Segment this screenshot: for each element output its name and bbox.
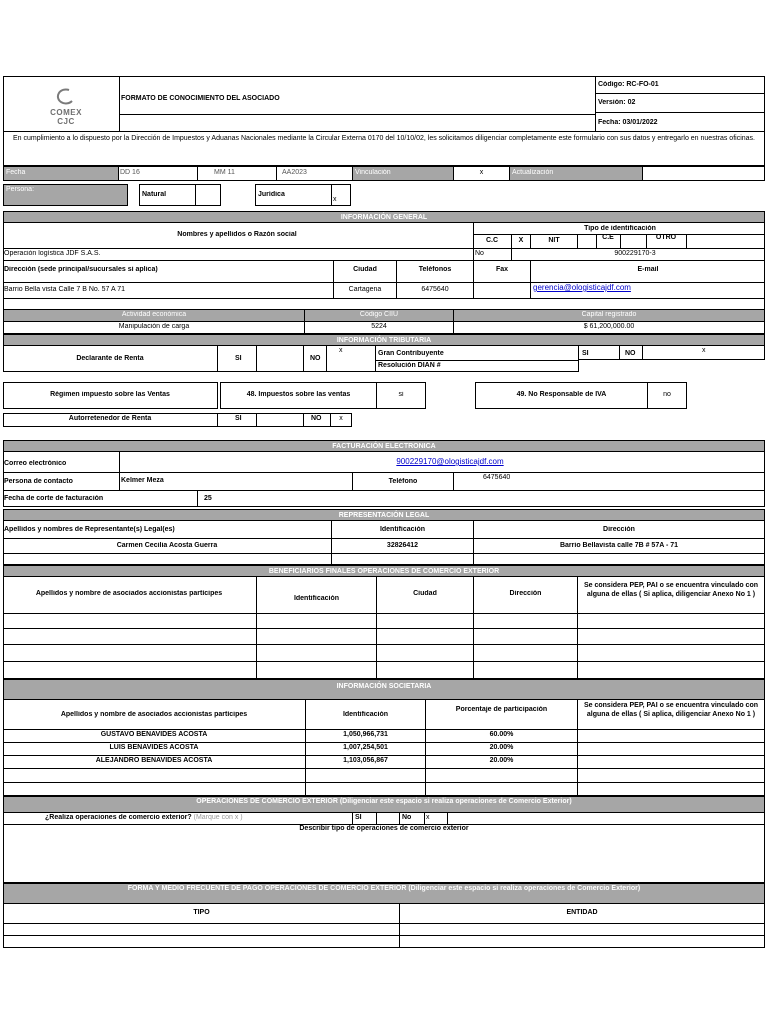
nombres-header: Nombres y apellidos o Razón social xyxy=(177,231,297,238)
ben-col-ciudad: Ciudad xyxy=(413,590,437,597)
ben-col-direccion: Dirección xyxy=(509,590,542,597)
ben-col-id: Identificación xyxy=(293,595,340,602)
comercio-no-label: No xyxy=(402,814,412,821)
ciudad-value[interactable]: Cartagena xyxy=(348,286,382,293)
soc-col-pct: Porcentaje de participación xyxy=(455,706,548,713)
declarante-no-label: NO xyxy=(310,355,321,362)
section-info-tributaria: INFORMACIÓN TRIBUTARIA xyxy=(3,334,765,346)
razon-social-value[interactable]: Operación logística JDF S.A.S. xyxy=(4,250,101,257)
nit-label: NIT xyxy=(548,237,560,244)
impuestos-ventas-label: 48. Impuestos sobre las ventas xyxy=(246,391,351,398)
actividad-header: Actividad económica xyxy=(121,311,187,318)
pago-entidad-header: ENTIDAD xyxy=(566,909,598,916)
natural-label: Natural xyxy=(142,191,167,198)
impuestos-ventas-value[interactable]: si xyxy=(398,391,404,398)
codigo-ciiu-value[interactable]: 5224 xyxy=(371,323,387,330)
fax-header: Fax xyxy=(495,266,509,273)
cc-label: C.C xyxy=(485,237,499,244)
capital-header: Capital registrado xyxy=(581,311,637,318)
rep-direccion-header: Dirección xyxy=(603,526,635,533)
rep-id-header: Identificación xyxy=(379,526,426,533)
capital-value[interactable]: $ 61,200,000.00 xyxy=(583,323,635,330)
section-representacion: REPRESENTACIÓN LEGAL xyxy=(3,509,765,521)
ben-col-pep: Se considera PEP, PAI o se encuentra vinculado con alguna de ellas ( Si aplica, diligenciar Anexo No 1 ) xyxy=(583,582,759,598)
ben-col-nombre: Apellidos y nombre de asociados accionistas partícipes xyxy=(35,590,223,597)
comercio-marque-hint: (Marque con x ) xyxy=(193,814,243,821)
contacto-value[interactable]: Kelmer Meza xyxy=(121,477,164,484)
section-societaria: INFORMACIÓN SOCIETARIA xyxy=(3,679,765,700)
rep-id-value[interactable]: 32826412 xyxy=(386,542,419,549)
soc-col-nombre: Apellidos y nombre de asociados accionistas partícipes xyxy=(60,711,248,718)
fecha-label: Fecha xyxy=(6,169,26,176)
telefono-label: Teléfono xyxy=(388,478,418,485)
direccion-value[interactable]: Barrio Bella vista Calle 7 B No. 57 A 71 xyxy=(4,286,126,293)
form-code: Código: RC-FO-01 xyxy=(598,81,659,88)
table-cell-id: 1,103,056,867 xyxy=(343,757,388,764)
direccion-header: Dirección (sede principal/sucursales si aplica) xyxy=(4,266,158,273)
no-responsable-label: 49. No Responsable de IVA xyxy=(516,391,607,398)
logo-text: COMEX CJC xyxy=(50,108,82,126)
table-row: LUIS BENAVIDES ACOSTA xyxy=(109,744,199,751)
juridica-mark: x xyxy=(333,196,337,203)
gran-contribuyente-no-label: NO xyxy=(625,350,636,357)
corte-value[interactable]: 25 xyxy=(204,495,212,502)
actualizacion-label: Actualización xyxy=(512,169,554,176)
form-version: Versión: 02 xyxy=(598,99,636,106)
vinculacion-checkbox[interactable]: x xyxy=(479,169,484,176)
natural-checkbox[interactable] xyxy=(195,184,221,206)
email-header: E-mail xyxy=(637,266,659,273)
ce-label: C.E xyxy=(602,234,614,241)
section-info-general: INFORMACIÓN GENERAL xyxy=(3,211,765,223)
describir-label: Describir tipo de operaciones de comercio exterior xyxy=(299,825,469,832)
telefono-fact-value[interactable]: 6475640 xyxy=(483,474,511,481)
comercio-no-checkbox[interactable]: x xyxy=(426,814,430,821)
soc-col-id: Identificación xyxy=(342,711,389,718)
nit-number-value[interactable]: 900229170-3 xyxy=(614,250,656,257)
form-title: FORMATO DE CONOCIMIENTO DEL ASOCIADO xyxy=(121,95,280,102)
no-label: No xyxy=(475,250,484,257)
telefonos-header: Teléfonos xyxy=(418,266,452,273)
autorretenedor-no-checkbox[interactable]: x xyxy=(339,415,343,422)
corte-label: Fecha de corte de facturación xyxy=(4,495,104,502)
section-beneficiarios: BENEFICIARIOS FINALES OPERACIONES DE COMERCIO EXTERIOR xyxy=(3,565,765,577)
declarante-si-label: SI xyxy=(235,355,242,362)
gran-contribuyente-checkbox[interactable]: x xyxy=(702,347,706,354)
email-link[interactable]: gerencia@ologisticajdf.com xyxy=(533,283,631,292)
rep-nombre-value[interactable]: Carmen Cecilia Acosta Guerra xyxy=(116,542,218,549)
section-pago: FORMA Y MEDIO FRECUENTE DE PAGO OPERACIONES DE COMERCIO EXTERIOR (Diligenciar este espacio si realiza operaciones de Comercio Exterior) xyxy=(3,883,765,904)
fecha-year[interactable]: AA2023 xyxy=(282,169,307,176)
rep-direccion-value[interactable]: Barrio Bellavista calle 7B # 57A - 71 xyxy=(559,542,679,549)
cc-checkbox[interactable]: X xyxy=(518,237,524,244)
contacto-label: Persona de contacto xyxy=(4,478,73,485)
describir-textarea[interactable] xyxy=(4,836,764,882)
comercio-pregunta-text: ¿Realiza operaciones de comercio exterior? xyxy=(45,814,192,821)
declarante-label: Declarante de Renta xyxy=(76,355,144,362)
vinculacion-label: Vinculación xyxy=(355,169,391,176)
persona-label: Persona: xyxy=(6,186,35,193)
correo-link[interactable]: 900229170@ologisticajdf.com xyxy=(396,457,504,466)
comercio-si-label: SI xyxy=(355,814,362,821)
soc-col-pep: Se considera PEP, PAI o se encuentra vinculado con alguna de ellas ( Si aplica, diligenciar Anexo No 1 ) xyxy=(583,702,759,718)
intro-text: En cumplimiento a lo dispuesto por la Dirección de Impuestos y Aduanas Nacionales mediante la Circular Externa 0170 del 10/10/02, les solicitamos diligenciar completamente este formulario con sus datos y entregarlo en nuestras oficinas. xyxy=(12,135,755,142)
fecha-day[interactable]: DD 16 xyxy=(120,169,140,176)
codigo-ciiu-header: Código CIIU xyxy=(359,311,399,318)
table-cell-pct: 60.00% xyxy=(489,731,514,738)
comercio-pregunta xyxy=(45,814,345,824)
table-cell-id: 1,050,966,731 xyxy=(343,731,388,738)
no-responsable-value[interactable]: no xyxy=(663,391,671,398)
otro-label: OTRO xyxy=(655,234,677,241)
section-facturacion: FACTURACIÓN ELECTRONICA xyxy=(3,440,765,452)
juridica-label: Jurídica xyxy=(258,191,285,198)
gran-contribuyente-si-label: SI xyxy=(582,350,589,357)
pago-tipo-header: TIPO xyxy=(193,909,210,916)
table-row: GUSTAVO BENAVIDES ACOSTA xyxy=(100,731,208,738)
table-cell-pct: 20.00% xyxy=(489,744,514,751)
autorretenedor-label: Autorretenedor de Renta xyxy=(68,415,152,422)
correo-label: Correo electrónico xyxy=(4,460,67,467)
declarante-no-checkbox[interactable]: x xyxy=(339,347,343,354)
actividad-value[interactable]: Manipulación de carga xyxy=(118,323,190,330)
gran-contribuyente-label: Gran Contribuyente xyxy=(378,350,444,357)
ciudad-header: Ciudad xyxy=(353,266,377,273)
fecha-month[interactable]: MM 11 xyxy=(214,169,235,176)
tipo-id-header: Tipo de identificación xyxy=(584,225,656,232)
autorretenedor-si-label: SI xyxy=(235,415,242,422)
autorretenedor-no-label: NO xyxy=(311,415,322,422)
section-comercio-exterior: OPERACIONES DE COMERCIO EXTERIOR (Diligenciar este espacio si realiza operaciones de Comercio Exterior) xyxy=(3,796,765,813)
table-row: ALEJANDRO BENAVIDES ACOSTA xyxy=(95,757,213,764)
company-logo xyxy=(40,88,92,124)
telefono-value[interactable]: 6475640 xyxy=(421,286,449,293)
rep-nombres-header: Apellidos y nombres de Representante(s) Legal(es) xyxy=(4,526,175,533)
logo-ring-icon xyxy=(55,88,77,106)
table-cell-pct: 20.00% xyxy=(489,757,514,764)
resolucion-label: Resolución DIAN # xyxy=(378,362,441,369)
regimen-label: Régimen impuesto sobre las Ventas xyxy=(50,391,170,398)
form-date: Fecha: 03/01/2022 xyxy=(598,119,658,126)
table-cell-id: 1,007,254,501 xyxy=(343,744,388,751)
